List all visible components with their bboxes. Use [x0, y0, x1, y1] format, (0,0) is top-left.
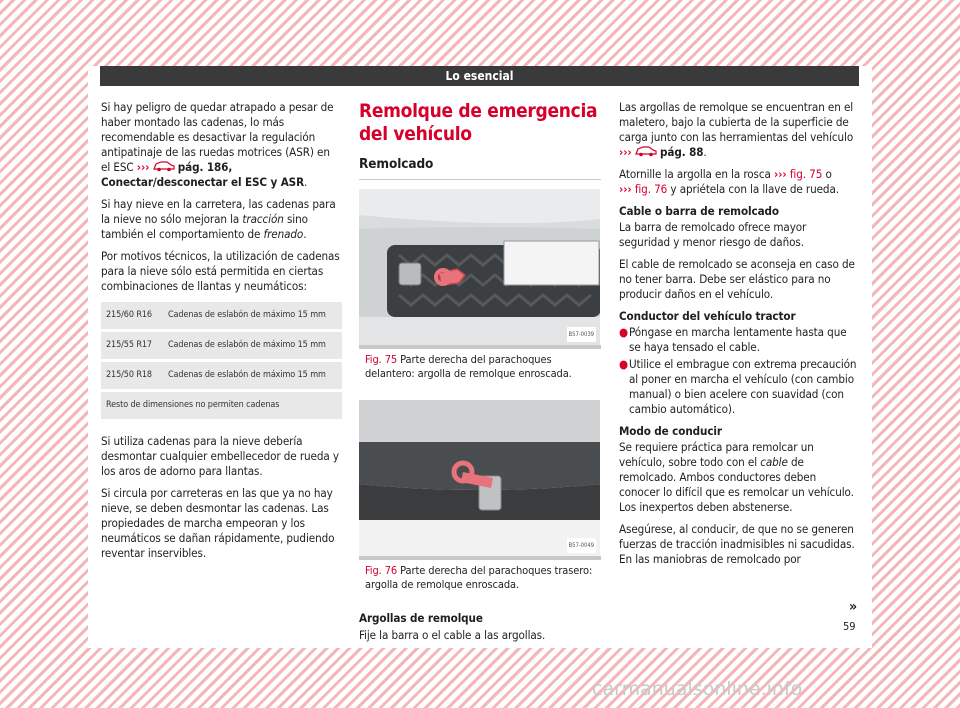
link-esc-asr[interactable]: pág. 186, Conectar/desconectar el ESC y ASR — [101, 160, 305, 189]
tire-chain-table — [101, 302, 342, 422]
paragraph-fix-bar: Fije la barra o el cable a las argollas. — [359, 628, 546, 642]
bullet-icon: ● — [619, 325, 629, 339]
figure-code: B57-0039 — [567, 327, 596, 342]
paragraph-cable: El cable de remolcado se aconseja en caso de no tener barra. Debe ser elástico para no producir daños en el vehículo. — [619, 257, 855, 301]
paragraph-traction: Asegúrese, al conducir, de que no se generen fuerzas de tracción inadmisibles ni sacudidas. En las maniobras de remolcado por — [619, 522, 855, 566]
figure-75-caption: Fig. 75 Parte derecha del parachoques delantero: argolla de remolque enroscada. — [359, 345, 601, 386]
link-fig-75[interactable]: fig. 75 — [789, 167, 823, 181]
figure-75-image — [359, 189, 601, 345]
link-page-88[interactable]: pág. 88 — [660, 145, 704, 159]
table-row: 215/50 R18 Cadenas de eslabón de máximo 15 mm — [101, 361, 342, 391]
column-left — [101, 100, 342, 568]
heading-towing-eyes: Argollas de remolque — [359, 611, 483, 625]
subsection-title: Remolcado — [359, 157, 601, 180]
paragraph-screw-in: Atornille la argolla en la rosca ››› fig. 75 o ››› fig. 76 y apriétela con la llave de rueda. — [619, 167, 839, 196]
cross-ref-arrow: ››› — [136, 160, 150, 174]
paragraph-remove-chains: Si circula por carreteras en las que ya no hay nieve, se deben desmontar las cadenas. Las propiedades de marcha empeoran y los neumáticos se dañan rápidamente, pudiendo reventar inservibles. — [101, 486, 335, 560]
heading-driving-mode: Modo de conducir — [619, 424, 722, 438]
column-middle — [359, 100, 601, 650]
table-row: 215/60 R16 Cadenas de eslabón de máximo 15 mm — [101, 302, 342, 331]
front-bumper-illustration — [359, 189, 601, 345]
figure-76-caption: Fig. 76 Parte derecha del parachoques trasero: argolla de remolque enroscada. — [359, 556, 601, 597]
chapter-header: Lo esencial — [100, 66, 859, 86]
page-number: 59 — [843, 620, 856, 633]
heading-tractor-driver: Conductor del vehículo tractor — [619, 309, 796, 323]
paragraph-practice: Se requiere práctica para remolcar un vehículo, sobre todo con el cable de remolcado. Ambos conductores deben conocer lo difícil que es remolcar un vehículo. Los inexpertos deben abstenerse. — [619, 440, 854, 514]
column-right — [619, 100, 859, 574]
list-item: ● Utilice el embrague con extrema precaución al poner en marcha el vehículo (con cambio manual) o bien acelere con suavidad (con cambio automático). — [619, 357, 857, 416]
table-row: 215/55 R17 Cadenas de eslabón de máximo 15 mm — [101, 331, 342, 361]
rear-bumper-illustration — [359, 400, 601, 556]
figure-76-image — [359, 400, 601, 556]
section-title: Remolque de emergencia del vehículo — [359, 100, 598, 145]
figure-code: B57-0049 — [567, 538, 596, 553]
table-footer-row: Resto de dimensiones no permiten cadenas — [101, 391, 342, 421]
list-item: ● Póngase en marcha lentamente hasta que se haya tensado el cable. — [619, 325, 847, 354]
watermark: carmanualsonline.info — [592, 678, 803, 700]
link-fig-76[interactable]: fig. 76 — [634, 182, 668, 196]
paragraph-snow: Si hay nieve en la carretera, las cadenas para la nieve no sólo mejoran la tracción sino también el comportamiento de frenado. — [101, 197, 336, 241]
paragraph-combinations: Por motivos técnicos, la utilización de cadenas para la nieve sólo está permitida en ciertas combinaciones de llantas y neumáticos: — [101, 249, 340, 293]
paragraph-remove-trims: Si utiliza cadenas para la nieve debería desmontar cualquier embellecedor de rueda y los aros de adorno para llantas. — [101, 434, 339, 478]
continue-mark: » — [849, 599, 858, 615]
paragraph-location: Las argollas de remolque se encuentran en el maletero, bajo la cubierta de la superficie de carga junto con las herramientas del vehículo ››› pág. 88. — [619, 100, 854, 159]
warning-car-icon — [153, 160, 175, 172]
paragraph-bar: La barra de remolcado ofrece mayor seguridad y menor riesgo de daños. — [619, 220, 807, 249]
cross-ref-arrow: ››› — [619, 145, 632, 159]
paragraph-asr: Si hay peligro de quedar atrapado a pesar de haber montado las cadenas, lo más recomendable es desactivar la regulación antipatinaje de las ruedas motrices (ASR) en el ESC ››› pág. 186, Conectar/desconectar el ESC y ASR. — [101, 100, 334, 189]
bullet-icon: ● — [619, 357, 629, 371]
heading-cable-bar: Cable o barra de remolcado — [619, 204, 779, 218]
warning-car-icon — [635, 145, 657, 157]
